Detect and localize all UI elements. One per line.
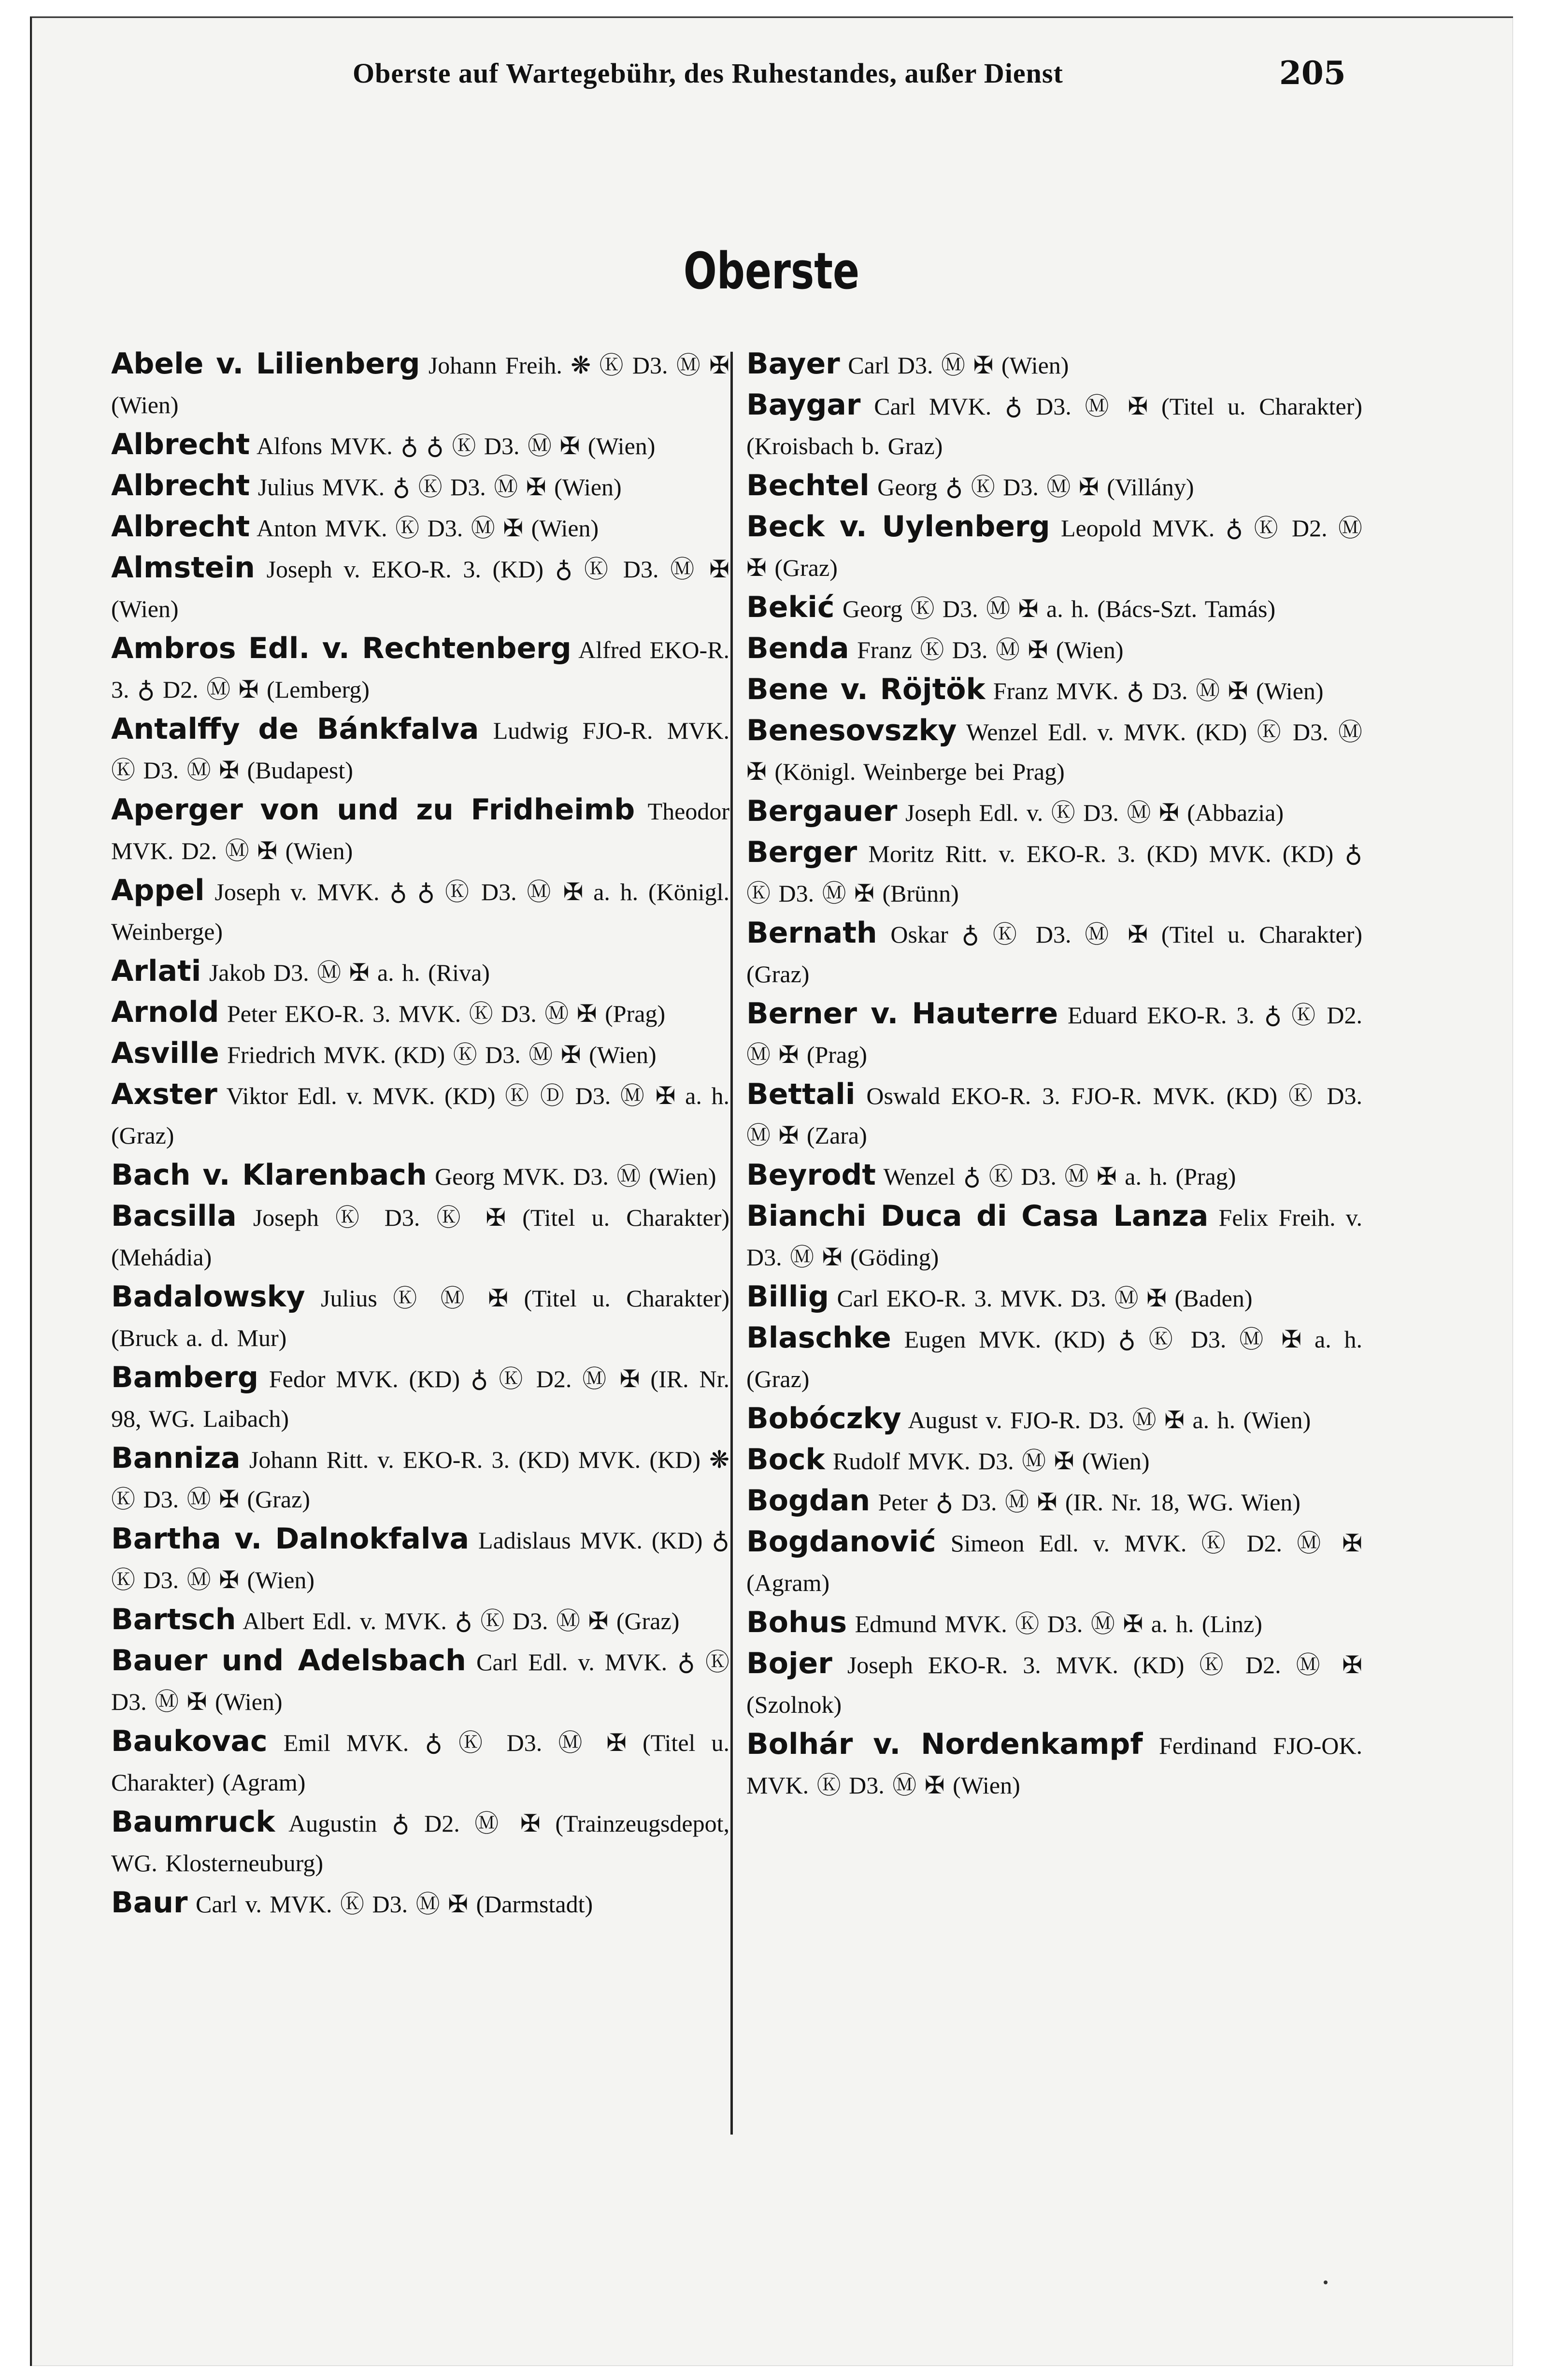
left-column (111, 344, 729, 1924)
list-item (746, 1481, 1362, 1522)
entry-details: Edmund MVK. Ⓚ D3. Ⓜ ✠ a. h. (Linz) (855, 1610, 1262, 1637)
list-item (746, 1399, 1362, 1440)
entry-name: Albrecht (111, 428, 250, 461)
list-item (746, 507, 1362, 588)
entry-details: August v. FJO-R. D3. Ⓜ ✠ a. h. (Wien) (908, 1406, 1311, 1434)
list-item (746, 1318, 1362, 1399)
entry-name: Berner v. Hauterre (746, 997, 1058, 1031)
list-item (111, 1883, 729, 1924)
entry-name: Aperger von und zu Fridheimb (111, 793, 635, 827)
entry-name: Bogdanović (746, 1525, 936, 1559)
entry-details: Joseph Edl. v. Ⓚ D3. Ⓜ ✠ (Abbazia) (905, 799, 1284, 826)
entry-details: Eduard EKO-R. 3. ♁ Ⓚ D2. Ⓜ ✠ (Prag) (746, 1002, 1362, 1068)
entry-name: Banniza (111, 1441, 241, 1475)
entry-name: Blaschke (746, 1321, 891, 1355)
list-item (111, 1802, 729, 1883)
entry-details: Wenzel ♁ Ⓚ D3. Ⓜ ✠ a. h. (Prag) (883, 1163, 1236, 1190)
entry-name: Bayer (746, 347, 840, 381)
entry-name: Almstein (111, 551, 255, 585)
entry-details: Julius MVK. ♁ Ⓚ D3. Ⓜ ✠ (Wien) (257, 473, 622, 501)
list-item (746, 1644, 1362, 1724)
entry-details: Albert Edl. v. MVK. ♁ Ⓚ D3. Ⓜ ✠ (Graz) (243, 1607, 680, 1634)
entry-name: Baygar (746, 388, 861, 422)
list-item (111, 1358, 729, 1438)
entry-details: Peter EKO-R. 3. MVK. Ⓚ D3. Ⓜ ✠ (Prag) (227, 1000, 666, 1027)
entry-details: Franz Ⓚ D3. Ⓜ ✠ (Wien) (857, 636, 1124, 663)
entry-name: Billig (746, 1280, 829, 1314)
entry-name: Bekić (746, 590, 835, 624)
entry-name: Ambros Edl. v. Rechtenberg (111, 631, 571, 665)
entry-name: Bamberg (111, 1361, 258, 1394)
entry-details: Rudolf MVK. D3. Ⓜ ✠ (Wien) (832, 1448, 1150, 1475)
entry-details: Ludwig FJO-R. MVK. Ⓚ D3. Ⓜ ✠ (Budapest) (111, 717, 730, 784)
list-item (746, 913, 1362, 994)
entry-details: Ladislaus MVK. (KD) ♁ Ⓚ D3. Ⓜ ✠ (Wien) (111, 1527, 729, 1593)
list-item (111, 992, 729, 1033)
list-item (746, 670, 1362, 711)
entry-name: Appel (111, 874, 205, 907)
list-item (746, 711, 1362, 791)
entry-details: Georg ♁ Ⓚ D3. Ⓜ ✠ (Villány) (877, 473, 1194, 501)
list-item (111, 466, 729, 507)
entry-name: Bobóczky (746, 1402, 901, 1435)
list-item (111, 1600, 729, 1641)
entry-name: Bacsilla (111, 1199, 237, 1233)
entry-name: Bach v. Klarenbach (111, 1158, 427, 1192)
list-item (746, 1155, 1362, 1196)
entry-details: Franz MVK. ♁ D3. Ⓜ ✠ (Wien) (993, 677, 1324, 704)
entry-name: Bock (746, 1443, 825, 1477)
entry-name: Albrecht (111, 510, 250, 544)
list-item (746, 1075, 1362, 1155)
entry-details: Simeon Edl. v. MVK. Ⓚ D2. Ⓜ ✠ (Agram) (746, 1530, 1362, 1596)
list-item (111, 1155, 729, 1196)
entry-details: Julius Ⓚ Ⓜ ✠ (Titel u. Charakter) (Bruck a. d. Mur) (111, 1285, 729, 1351)
list-item (111, 871, 729, 951)
section-title: Oberste (683, 242, 860, 301)
entry-details: Oskar ♁ Ⓚ D3. Ⓜ ✠ (Titel u. Charakter) (Graz) (746, 921, 1363, 988)
list-item (111, 709, 729, 790)
entry-details: Jakob D3. Ⓜ ✠ a. h. (Riva) (209, 959, 490, 986)
list-item (746, 1440, 1362, 1481)
list-item (111, 790, 729, 871)
entry-details: Carl D3. Ⓜ ✠ (Wien) (848, 352, 1069, 379)
entry-details: Alfred EKO-R. 3. ♁ D2. Ⓜ ✠ (Lemberg) (111, 636, 729, 703)
list-item (746, 344, 1362, 385)
entry-name: Bechtel (746, 469, 870, 502)
entry-name: Antalffy de Bánkfalva (111, 712, 479, 746)
list-item (111, 1075, 729, 1155)
entry-name: Arlati (111, 954, 201, 988)
entry-details: Theodor MVK. D2. Ⓜ ✠ (Wien) (111, 798, 729, 864)
entry-details: Moritz Ritt. v. EKO-R. 3. (KD) MVK. (KD) ♁ Ⓚ D3. Ⓜ ✠ (Brünn) (746, 840, 1362, 907)
entry-name: Bernath (746, 916, 877, 950)
list-item (111, 425, 729, 466)
list-item (746, 1522, 1362, 1603)
list-item (111, 1641, 729, 1721)
running-title: Oberste auf Wartegebühr, des Ruhestandes, außer Dienst (353, 57, 1063, 89)
entry-name: Bene v. Röjtök (746, 673, 986, 706)
entry-details: Anton MVK. Ⓚ D3. Ⓜ ✠ (Wien) (256, 515, 599, 542)
entry-details: Carl MVK. ♁ D3. Ⓜ ✠ (Titel u. Charakter) (Kroisbach b. Graz) (746, 393, 1362, 459)
entry-details: Friedrich MVK. (KD) Ⓚ D3. Ⓜ ✠ (Wien) (227, 1041, 657, 1068)
entry-name: Baukovac (111, 1724, 268, 1758)
entry-details: Johann Freih. ❋ Ⓚ D3. Ⓜ ✠ (Wien) (111, 352, 729, 418)
entry-details: Wenzel Edl. v. MVK. (KD) Ⓚ D3. Ⓜ ✠ (Königl. Weinberge bei Prag) (746, 718, 1362, 785)
entry-name: Baumruck (111, 1805, 275, 1839)
list-item (746, 466, 1362, 507)
list-item (746, 994, 1362, 1075)
list-item (111, 1196, 729, 1277)
entry-details: Johann Ritt. v. EKO-R. 3. (KD) MVK. (KD) ❋ Ⓚ D3. Ⓜ ✠ (Graz) (111, 1446, 729, 1513)
entry-details: Alfons MVK. ♁ ♁ Ⓚ D3. Ⓜ ✠ (Wien) (256, 432, 656, 459)
list-item (746, 1277, 1362, 1318)
print-speck (1324, 2280, 1328, 2284)
page-number: 205 (1279, 54, 1346, 92)
entry-details: Peter ♁ D3. Ⓜ ✠ (IR. Nr. 18, WG. Wien) (878, 1489, 1300, 1516)
entry-name: Beyrodt (746, 1158, 876, 1192)
entry-details: Oswald EKO-R. 3. FJO-R. MVK. (KD) Ⓚ D3. Ⓜ ✠ (Zara) (746, 1082, 1362, 1149)
entry-details: Carl EKO-R. 3. MVK. D3. Ⓜ ✠ (Baden) (837, 1285, 1253, 1312)
entry-details: Carl v. MVK. Ⓚ D3. Ⓜ ✠ (Darmstadt) (196, 1891, 593, 1918)
entry-details: Georg MVK. D3. Ⓜ (Wien) (435, 1163, 716, 1190)
entry-name: Benesovszky (746, 714, 957, 747)
list-item (111, 1519, 729, 1600)
list-item (111, 507, 729, 548)
entry-name: Baur (111, 1886, 188, 1920)
entry-details: Joseph Ⓚ D3. Ⓚ ✠ (Titel u. Charakter) (Mehádia) (111, 1204, 730, 1271)
entry-name: Bolhár v. Nordenkampf (746, 1727, 1143, 1761)
entry-details: Fedor MVK. (KD) ♁ Ⓚ D2. Ⓜ ✠ (IR. Nr. 98, WG. Laibach) (111, 1365, 729, 1432)
entry-name: Arnold (111, 995, 219, 1029)
entry-name: Bartha v. Dalnokfalva (111, 1522, 469, 1556)
entry-name: Axster (111, 1077, 217, 1111)
entry-name: Bauer und Adelsbach (111, 1644, 466, 1677)
list-item (746, 1196, 1362, 1277)
entry-details: Augustin ♁ D2. Ⓜ ✠ (Trainzeugsdepot, WG. Klosterneuburg) (111, 1810, 730, 1877)
column-divider (730, 352, 733, 2135)
list-item (111, 1033, 729, 1075)
entry-details: Emil MVK. ♁ Ⓚ D3. Ⓜ ✠ (Titel u. Charakter) (Agram) (111, 1729, 730, 1796)
list-item (111, 629, 729, 709)
list-item (746, 791, 1362, 832)
entry-details: Ferdinand FJO-OK. MVK. Ⓚ D3. Ⓜ ✠ (Wien) (746, 1732, 1362, 1799)
list-item (746, 832, 1362, 913)
right-column (746, 344, 1362, 1805)
list-item (746, 629, 1362, 670)
entry-name: Bergauer (746, 794, 898, 828)
entry-details: Joseph v. MVK. ♁ ♁ Ⓚ D3. Ⓜ ✠ a. h. (Königl. Weinberge) (111, 878, 730, 945)
list-item (111, 951, 729, 992)
entry-name: Bojer (746, 1647, 832, 1680)
entry-details: Eugen MVK. (KD) ♁ Ⓚ D3. Ⓜ ✠ a. h. (Graz) (746, 1326, 1362, 1392)
entry-details: Viktor Edl. v. MVK. (KD) Ⓚ Ⓓ D3. Ⓜ ✠ a. h. (Graz) (111, 1082, 729, 1149)
entry-details: Georg Ⓚ D3. Ⓜ ✠ a. h. (Bács-Szt. Tamás) (842, 595, 1276, 622)
entry-name: Abele v. Lilienberg (111, 347, 420, 381)
entry-name: Bettali (746, 1077, 856, 1111)
entry-details: Felix Freih. v. D3. Ⓜ ✠ (Göding) (746, 1204, 1363, 1271)
entry-name: Badalowsky (111, 1280, 305, 1314)
entry-name: Asville (111, 1036, 219, 1070)
entry-details: Joseph v. EKO-R. 3. (KD) ♁ Ⓚ D3. Ⓜ ✠ (Wien) (111, 556, 729, 622)
list-item (111, 344, 729, 425)
entry-details: Carl Edl. v. MVK. ♁ Ⓚ D3. Ⓜ ✠ (Wien) (111, 1649, 730, 1715)
list-item (746, 1603, 1362, 1644)
entry-details: Leopold MVK. ♁ Ⓚ D2. Ⓜ ✠ (Graz) (746, 515, 1362, 581)
list-item (111, 1277, 729, 1358)
entry-name: Beck v. Uylenberg (746, 510, 1050, 544)
entry-name: Albrecht (111, 469, 250, 502)
running-header (0, 54, 1543, 96)
entry-name: Bogdan (746, 1484, 871, 1518)
list-item (746, 588, 1362, 629)
list-item (111, 1721, 729, 1802)
entry-name: Bianchi Duca di Casa Lanza (746, 1199, 1209, 1233)
entry-name: Bartsch (111, 1603, 236, 1636)
list-item (111, 548, 729, 629)
entry-name: Berger (746, 835, 857, 869)
entry-details: Joseph EKO-R. 3. MVK. (KD) Ⓚ D2. Ⓜ ✠ (Szolnok) (746, 1651, 1363, 1718)
entry-name: Benda (746, 631, 849, 665)
list-item (746, 385, 1362, 466)
list-item (746, 1724, 1362, 1805)
entry-name: Bohus (746, 1606, 847, 1639)
list-item (111, 1438, 729, 1519)
